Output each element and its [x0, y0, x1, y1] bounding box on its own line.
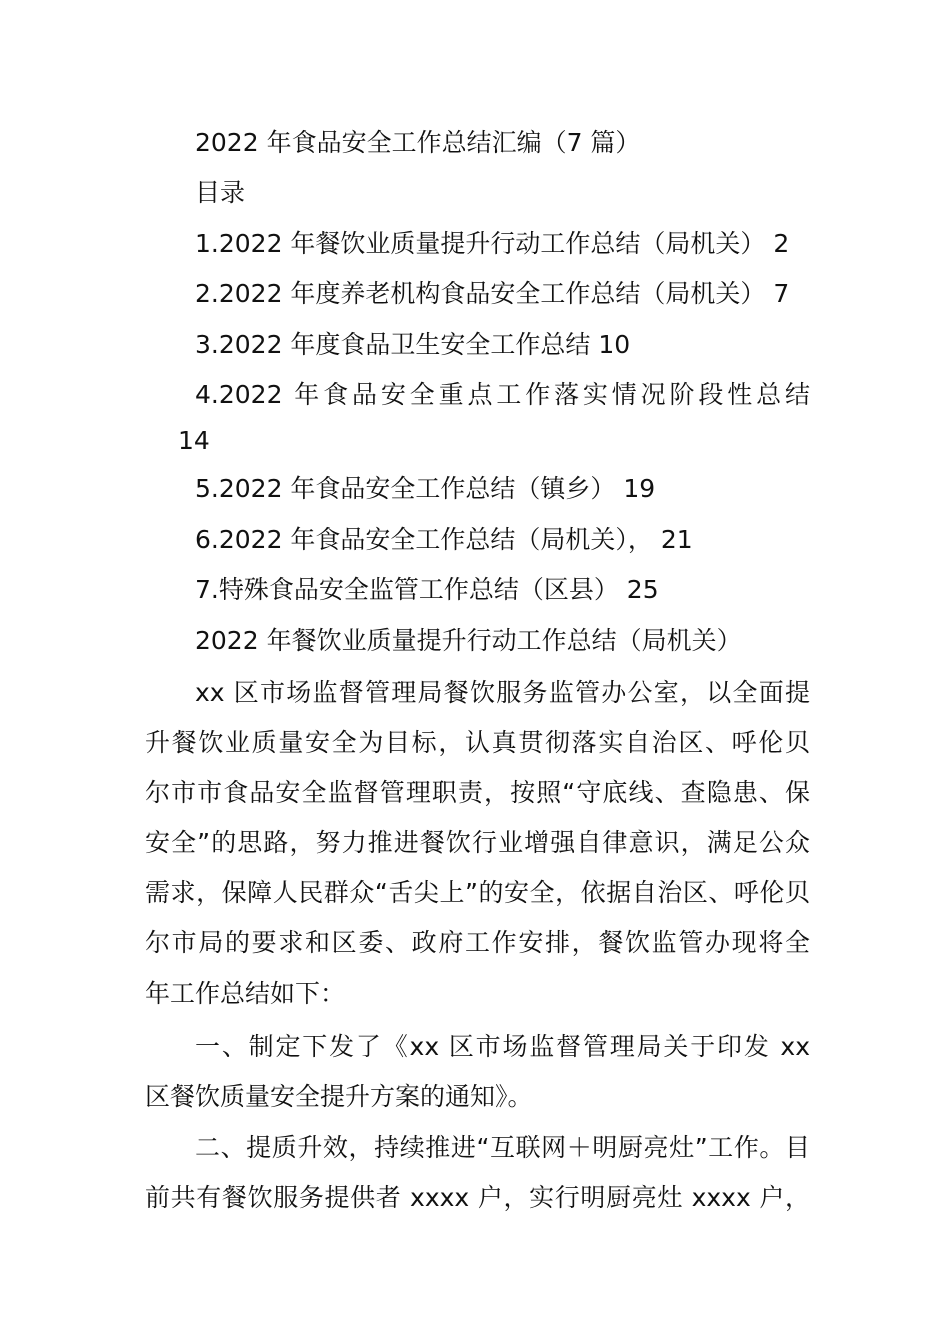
paragraph-line: 二、提质升效，持续推进“互联网＋明厨亮灶”工作。目 — [195, 1133, 810, 1162]
toc-item: 7.特殊食品安全监管工作总结（区县） 25 — [195, 575, 659, 604]
toc-item: 3.2022 年度食品卫生安全工作总结 10 — [195, 330, 631, 359]
toc-item: 1.2022 年餐饮业质量提升行动工作总结（局机关） 2 — [195, 229, 790, 258]
toc-heading: 目录 — [195, 178, 246, 207]
toc-item: 2.2022 年度养老机构食品安全工作总结（局机关） 7 — [195, 279, 790, 308]
paragraph-line: 年工作总结如下： — [145, 979, 346, 1008]
paragraph-line: xx 区市场监督管理局餐饮服务监管办公室，以全面提 — [195, 678, 810, 707]
paragraph-line: 前共有餐饮服务提供者 xxxx 户，实行明厨亮灶 xxxx 户， — [145, 1183, 810, 1212]
paragraph-line: 区餐饮质量安全提升方案的通知》。 — [145, 1082, 533, 1111]
toc-item: 6.2022 年食品安全工作总结（局机关）， 21 — [195, 525, 693, 554]
toc-item: 5.2022 年食品安全工作总结（镇乡） 19 — [195, 474, 656, 503]
paragraph-line: 安全”的思路，努力推进餐饮行业增强自律意识，满足公众 — [145, 828, 810, 857]
toc-item: 4.2022 年食品安全重点工作落实情况阶段性总结 — [195, 380, 810, 409]
section-title: 2022 年餐饮业质量提升行动工作总结（局机关） — [195, 626, 742, 655]
paragraph-line: 一、制定下发了《xx 区市场监督管理局关于印发 xx — [195, 1032, 810, 1061]
paragraph-line: 需求，保障人民群众“舌尖上”的安全，依据自治区、呼伦贝 — [145, 878, 810, 907]
paragraph-line: 尔市局的要求和区委、政府工作安排，餐饮监管办现将全 — [145, 928, 810, 957]
toc-item-page: 14 — [178, 426, 210, 455]
paragraph-line: 升餐饮业质量安全为目标，认真贯彻落实自治区、呼伦贝 — [145, 728, 810, 757]
paragraph-line: 尔市市食品安全监督管理职责，按照“守底线、查隐患、保 — [145, 778, 810, 807]
document-title: 2022 年食品安全工作总结汇编（7 篇） — [195, 128, 641, 157]
